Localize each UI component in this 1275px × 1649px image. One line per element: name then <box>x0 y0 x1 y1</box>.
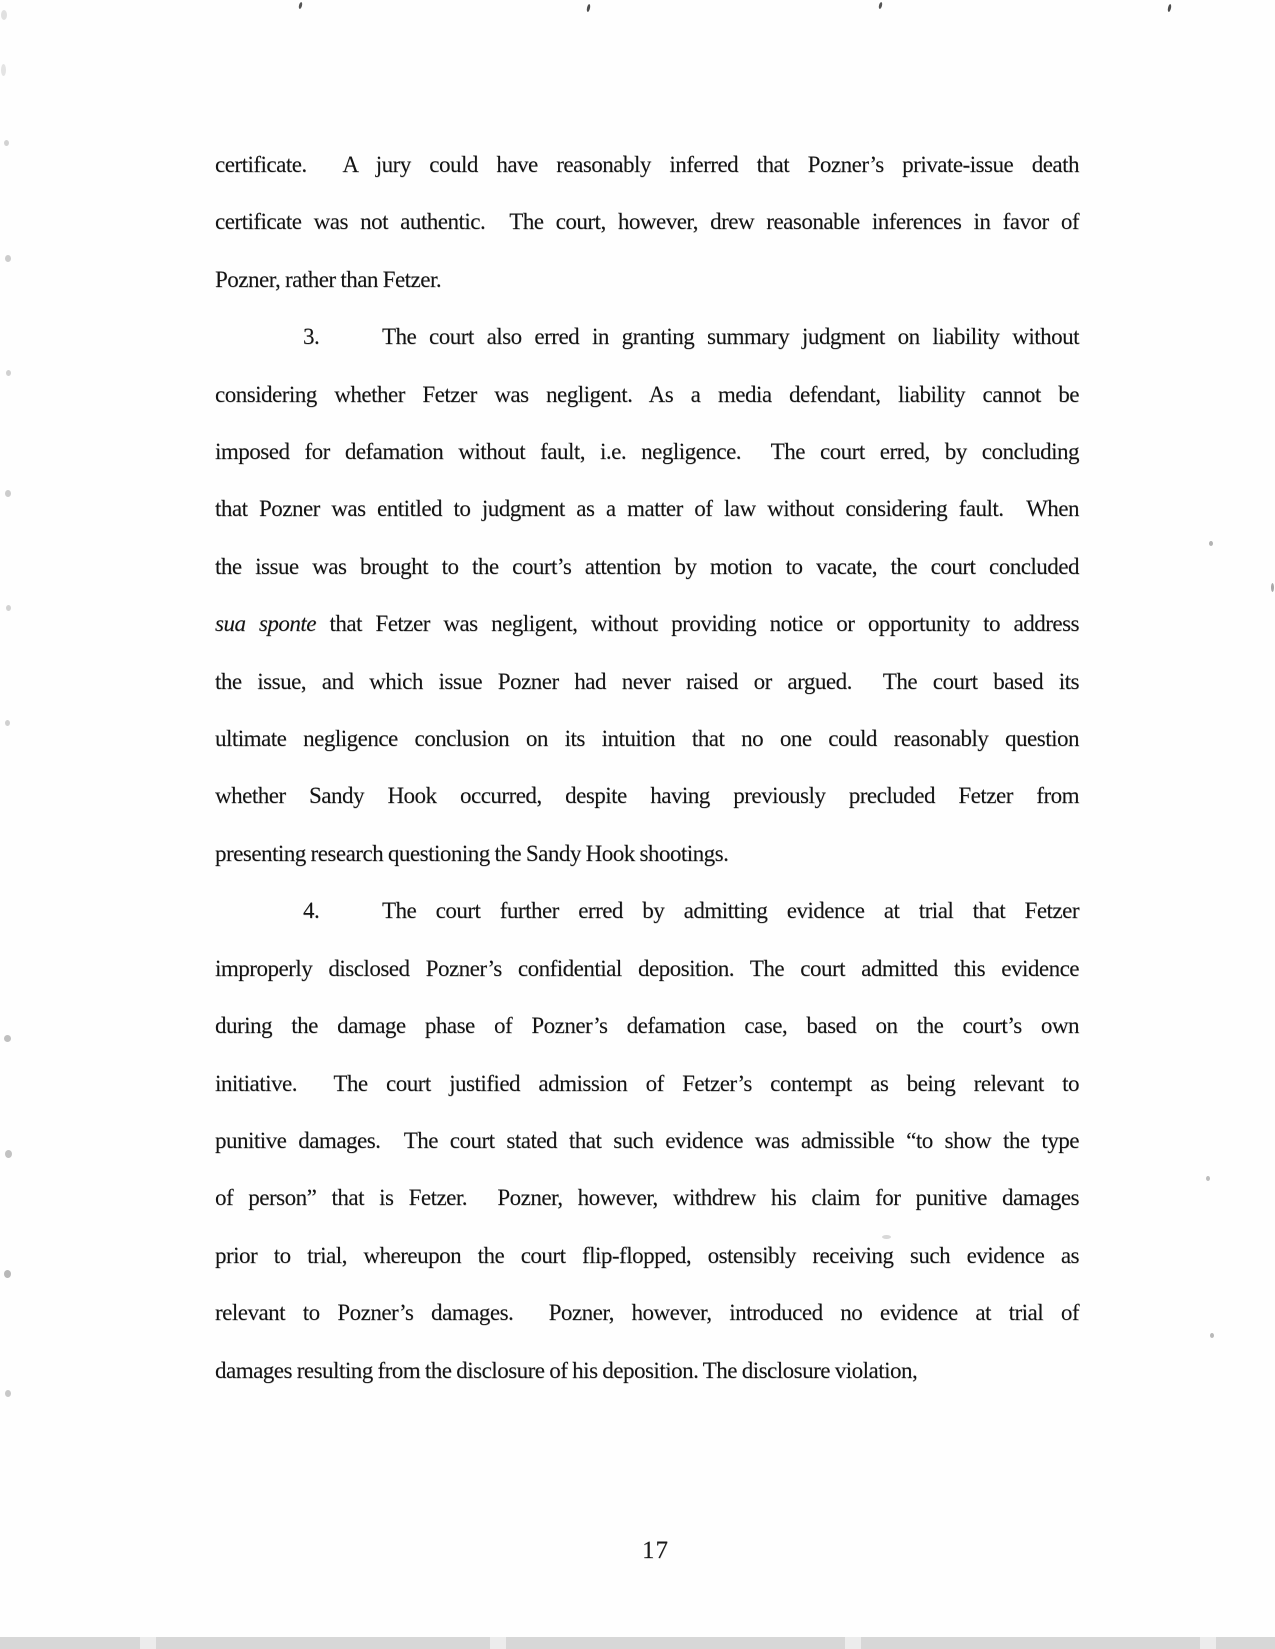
text-segment: during the damage phase of Pozner’s defamation case, based on the court’s own <box>215 1013 1079 1039</box>
scan-speck <box>882 1235 891 1239</box>
scan-speck <box>4 1270 11 1278</box>
scan-speck <box>6 370 11 376</box>
text-segment: initiative. The court justified admission of Fetzer’s contempt as being relevant to <box>215 1070 1079 1096</box>
scan-speck <box>1206 1176 1210 1181</box>
text-line <box>215 251 1079 308</box>
text-line <box>215 1284 1079 1341</box>
text-line <box>215 882 1079 939</box>
text-segment: relevant to Pozner’s damages. Pozner, however, introduced no evidence at trial of <box>215 1300 1079 1326</box>
text-segment: The court also erred in granting summary judgment on liability without <box>382 324 1079 350</box>
italic-phrase: sua sponte <box>215 611 316 637</box>
text-line <box>215 480 1079 537</box>
scan-speck <box>1209 541 1213 546</box>
text-segment: improperly disclosed Pozner’s confidential deposition. The court admitted this evidence <box>215 955 1079 981</box>
text-segment: that Fetzer was negligent, without providing notice or opportunity to address <box>315 611 1080 637</box>
text-segment: presenting research questioning the Sandy Hook shootings. <box>215 840 729 866</box>
scan-speck <box>5 255 11 262</box>
text-line <box>215 997 1079 1054</box>
text-segment: the issue was brought to the court’s attention by motion to vacate, the court concluded <box>215 553 1079 579</box>
text-line <box>215 538 1079 595</box>
text-line <box>215 193 1079 250</box>
text-block <box>215 136 1079 1399</box>
scan-speck <box>878 2 883 10</box>
text-segment: ultimate negligence conclusion on its intuition that no one could reasonably question <box>215 726 1079 752</box>
scan-edge-bottom <box>0 1637 1275 1649</box>
text-segment: considering whether Fetzer was negligent. As a media defendant, liability cannot be <box>215 381 1079 407</box>
scan-speck <box>298 2 303 10</box>
scan-speck <box>1210 1333 1214 1338</box>
text-line <box>215 136 1079 193</box>
text-line <box>215 1055 1079 1112</box>
scan-speck <box>5 1150 12 1158</box>
text-line <box>215 710 1079 767</box>
page-number: 17 <box>642 1537 669 1564</box>
scan-band-notch <box>845 1637 861 1649</box>
scan-speck <box>4 140 9 146</box>
text-line <box>215 423 1079 480</box>
text-line <box>215 1342 1079 1399</box>
scan-speck <box>1 64 6 76</box>
text-segment: that Pozner was entitled to judgment as a matter of law without considering fault. When <box>215 496 1079 522</box>
scan-speck <box>5 1390 11 1397</box>
text-segment: of person” that is Fetzer. Pozner, however, withdrew his claim for punitive damages <box>215 1185 1079 1211</box>
text-line <box>215 767 1079 824</box>
scan-band-notch <box>140 1637 156 1649</box>
text-line <box>215 366 1079 423</box>
text-line <box>215 308 1079 365</box>
scan-speck <box>6 605 11 611</box>
text-segment: prior to trial, whereupon the court flip-flopped, ostensibly receiving such evidence as <box>215 1242 1079 1268</box>
scan-speck <box>1271 583 1274 592</box>
scan-speck <box>5 720 10 726</box>
text-segment: punitive damages. The court stated that such evidence was admissible “to show the type <box>215 1127 1079 1153</box>
text-line <box>215 1227 1079 1284</box>
scan-speck <box>5 490 11 497</box>
text-segment: Pozner, rather than Fetzer. <box>215 266 442 292</box>
paragraph-number: 4. <box>303 898 320 924</box>
scan-speck <box>1167 4 1172 12</box>
text-segment: certificate was not authentic. The court, however, drew reasonable inferences in favor of <box>215 209 1079 235</box>
text-line <box>215 595 1079 652</box>
text-segment: imposed for defamation without fault, i.e. negligence. The court erred, by concluding <box>215 439 1079 465</box>
text-segment: damages resulting from the disclosure of his deposition. The disclosure violation, <box>215 1357 918 1383</box>
page-number-row <box>0 1537 1275 1565</box>
text-line <box>215 940 1079 997</box>
scan-band-notch <box>490 1637 506 1649</box>
text-segment: whether Sandy Hook occurred, despite having previously precluded Fetzer from <box>215 783 1079 809</box>
paragraph-number: 3. <box>303 324 320 350</box>
scan-speck <box>4 1035 11 1042</box>
scan-speck <box>1 10 7 20</box>
text-segment: the issue, and which issue Pozner had never raised or argued. The court based its <box>215 668 1079 694</box>
text-line <box>215 653 1079 710</box>
text-line <box>215 1169 1079 1226</box>
text-segment: The court further erred by admitting evidence at trial that Fetzer <box>382 898 1079 924</box>
scan-band-notch <box>1200 1637 1216 1649</box>
text-segment: certificate. A jury could have reasonably inferred that Pozner’s private-issue death <box>215 152 1079 177</box>
scan-speck <box>586 4 591 12</box>
text-line <box>215 1112 1079 1169</box>
text-line <box>215 825 1079 882</box>
